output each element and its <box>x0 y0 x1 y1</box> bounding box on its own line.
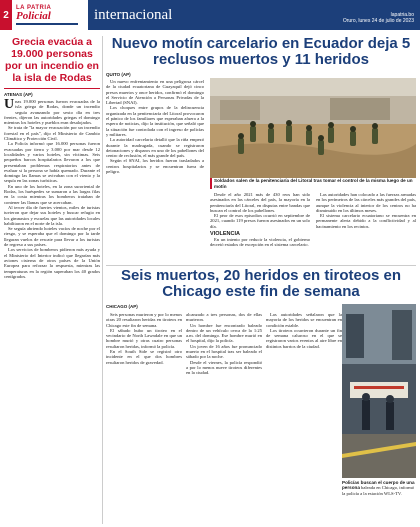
bottom-paragraph: Los tiroteos ocurrieron durante un fin de semana caluroso en el que se registraron varios eventos al aire libre en distintos barrios de la ciudad. <box>266 327 342 349</box>
main-column-a <box>106 79 204 260</box>
bottom-paragraph: Un joven de 16 años fue pronunciado muerto en el hospital tras ser baleado el sábado por la noche. <box>186 343 262 360</box>
bottom-column-2 <box>186 312 262 524</box>
column-divider <box>102 36 103 524</box>
main-paragraph: Las autoridades han colocado a las fuerzas armadas en los perímetros de las cárceles más grandes del país, aunque la violencia al interior de los centros no ha disminuido en los últimos meses. <box>316 192 416 213</box>
bottom-paragraph: En el South Side se registró otro incidente en el que dos hombres resultaron heridos de gravedad. <box>106 349 182 365</box>
left-article <box>4 36 100 524</box>
left-paragraph: Al tercer día de fuertes vientos, miles de turistas tuvieron que dejar sus hoteles y buscar refugio en los gimnasios y escuelas que las autoridades locales habilitaron en el norte de la isla. <box>4 204 100 226</box>
brand-name: Policial <box>16 10 51 22</box>
chicago-photo-image <box>342 304 416 478</box>
main-paragraph: Según el SNAI, los heridos fueron trasladados a centros hospitalarios y se encuentran fuera de peligro. <box>106 158 204 175</box>
left-body <box>4 99 100 279</box>
main-column-b <box>210 192 310 260</box>
bottom-paragraph: Desde el viernes, la policía respondió a por lo menos nueve tiroteos diferentes en la ciudad. <box>186 359 262 376</box>
chicago-caption-bold: Policías buscan el cuerpo de una persona <box>342 480 415 491</box>
main-paragraph: El sistema carcelario ecuatoriano se encuentra en permanente alerta debido a la conflictividad y al hacinamiento en los recintos. <box>316 213 416 229</box>
main-article <box>106 72 416 260</box>
bottom-column-3 <box>266 312 342 524</box>
main-paragraph: En un intento por reducir la violencia, el gobierno decretó estados de excepción en el sistema carcelario. <box>210 237 310 248</box>
bottom-paragraph: Un hombre fue encontrado baleado dentro de un vehículo cerca de la 1:25 a.m. del domingo. Ese hombre murió en el hospital, dijo la policía. <box>186 322 262 344</box>
section-title: internacional <box>88 0 420 30</box>
left-paragraph: Los servicios de bomberos pidieron más ayuda y el Ministerio del Interior indicó que llegarían más aviones cisterna de otros países de la Unión Europea para reforzar la respuesta, mientras las temperaturas en la región superaban los 40 grados centígrados. <box>4 247 100 279</box>
left-byline: ATENAS (AP) <box>4 92 33 97</box>
prison-photo-caption: Soldados salen de la penitenciaría del Litoral tras tomar el control de la misma luego de un motín <box>210 178 416 189</box>
left-headline[interactable]: Grecia evacúa a 19.000 personas por un incendio en la isla de Rodas <box>5 36 99 84</box>
main-headline[interactable]: Nuevo motín carcelario en Ecuador deja 5 reclusos muertos y 11 heridos <box>111 35 411 68</box>
left-paragraph: nas 19.000 personas fueron evacuadas de la isla griega de Rodas, donde un incendio seguía avanzando por sexto día en tres frentes, dijeron las autoridades griegas el domingo mientras los hoteles y pueblos eran desalojados. <box>4 99 100 126</box>
masthead-logo[interactable] <box>12 0 88 30</box>
left-paragraph: Se trata de "la mayor evacuación por un incendio forestal en el país", dijo el Ministerio de Cambio Climático y Protección Civil. <box>4 125 100 142</box>
chicago-caption-rest: baleada en Chicago, informó la policía a la estación WLS-TV. <box>342 485 415 496</box>
page-header <box>0 0 420 30</box>
left-paragraph: Se seguía abriendo hoteles vacíos de noche por el riesgo, y se esperaba que el domingo por la tarde llegaran vuelos de rescate para llevar a los turistas de regreso a sus países. <box>4 226 100 248</box>
brand-top: LA PATRIA <box>16 5 52 11</box>
bottom-byline: CHICAGO (AP) <box>106 304 138 309</box>
bottom-paragraph: El sábado hubo un tiroteo en el vecindario de North Lawndale en que un hombre murió y otras cuatro personas resultaron heridas, informó la policía. <box>106 327 182 349</box>
edition-date: Oruro, lunes 24 de julio de 2023 <box>342 18 414 24</box>
bottom-headline[interactable]: Seis muertos, 20 heridos en tiroteos en Chicago este fin de semana <box>120 267 402 300</box>
bottom-paragraph: alcanzado a tres personas, dos de ellas murieron. <box>186 312 262 323</box>
subhead-violencia: VIOLENCIA <box>210 231 240 238</box>
brand-rule <box>16 23 78 25</box>
chicago-photo-caption <box>342 480 416 496</box>
main-paragraph: El peor de esos episodios ocurrió en septiembre de 2021, cuando 119 presos fueron asesinados en un solo día. <box>210 213 310 229</box>
edition-info <box>343 12 414 24</box>
main-byline: QUITO (AP) <box>106 72 131 77</box>
prison-photo[interactable] <box>210 78 416 178</box>
article-separator <box>106 265 416 266</box>
bottom-paragraph: Seis personas murieron y por lo menos otras 20 resultaron heridas en tiroteos en Chicago este fin de semana. <box>106 312 182 328</box>
main-paragraph: La autoridad carcelaria detalló que la riña empezó durante la madrugada, cuando se registraron detonaciones y disparos en uno de los pabellones del centro de reclusión, el más grande del país. <box>106 137 204 159</box>
edition-site[interactable]: lapatria.bo <box>390 12 414 18</box>
main-paragraph: Los choques entre grupos de la delincuencia organizada en la penitenciaría del Litoral provocaron el pánico de los familiares que esperaban afuera a la espera de noticias, dijo la institución, que señaló que la situación fue controlada con el ingreso de policías y militares. <box>106 105 204 137</box>
prison-photo-image <box>210 78 416 178</box>
bottom-article <box>106 304 416 524</box>
left-paragraph: En uno de los hoteles, en la zona suroriental de Rodas, los huéspedes se sumaron a las largas filas en la costa mientras los bomberos trataban de contener las llamas que se acercaban. <box>4 183 100 205</box>
page-number: 2 <box>0 0 12 30</box>
left-divider <box>4 88 100 89</box>
main-paragraph: Desde el año 2021 más de 430 reos han sido asesinados en las cárceles del país, la mayoría en la penitenciaría del Litoral, en disputas entre bandas que buscan el control de los pabellones. <box>210 192 310 213</box>
main-paragraph: Un nuevo enfrentamiento en una peligrosa cárcel de la ciudad ecuatoriana de Guayaquil dejó cinco presos muertos y once heridos, confirmó el domingo el Servicio de Atención a Personas Privadas de la Libertad (SNAI). <box>106 79 204 106</box>
drop-cap: U <box>4 97 15 112</box>
chicago-photo[interactable] <box>342 304 416 478</box>
left-paragraph: La Policía informó que 16.000 personas fueron evacuadas por tierra y 3.000 por mar desde 12 localidades y varios hoteles, sin víctimas. Seis pequeños barcos hospitalarios llevaron a los que presentaban problemas respiratorios antes de evaluar si la persona se había quemado. Durante el domingo las llamas se avivaban con el viento y la sequía en las zonas turísticas. <box>4 141 100 184</box>
bottom-paragraph: Las autoridades señalaron que la mayoría de los heridos se encuentran en condición estable. <box>266 312 342 328</box>
main-column-c <box>316 192 416 260</box>
bottom-column-1 <box>106 312 182 524</box>
